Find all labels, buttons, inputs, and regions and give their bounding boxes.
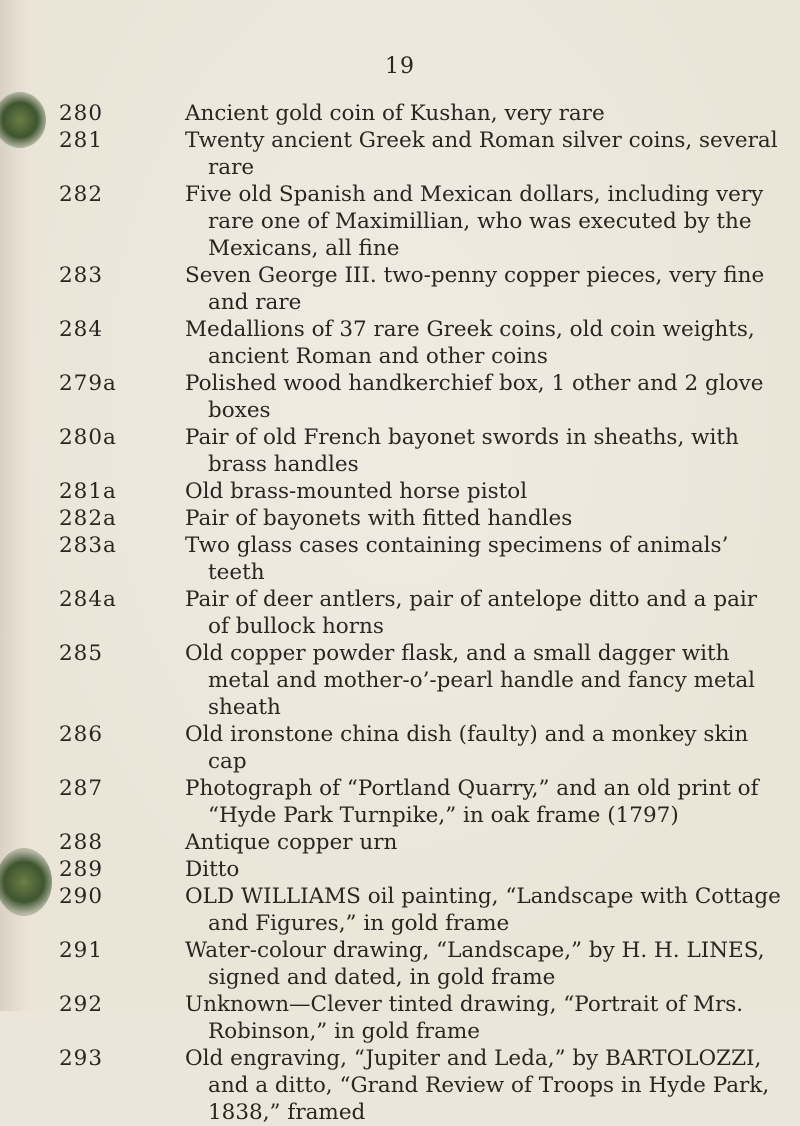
lot-description: Old engraving, “Jupiter and Leda,” by BARTOLOZZI, and a ditto, “Grand Review of Troops in Hyde Park, 1838,” framed xyxy=(185,1046,770,1125)
lot-number: 279a xyxy=(59,371,117,396)
lot-description: Unknown—Clever tinted drawing, “Portrait of Mrs. Robinson,” in gold frame xyxy=(185,992,744,1044)
lot-entry xyxy=(59,829,783,856)
lot-description: Twenty ancient Greek and Roman silver coins, several rare xyxy=(185,128,778,180)
lot-number: 293 xyxy=(59,1046,104,1071)
lot-description: Seven George III. two-penny copper pieces, very fine and rare xyxy=(185,263,765,315)
lot-entry xyxy=(59,775,783,829)
lot-entry xyxy=(59,478,783,505)
lot-description: Medallions of 37 rare Greek coins, old coin weights, ancient Roman and other coins xyxy=(185,317,755,369)
lot-entry xyxy=(59,316,783,370)
lot-description: Water-colour drawing, “Landscape,” by H. H. LINES, signed and dated, in gold frame xyxy=(185,938,765,990)
lot-entry xyxy=(59,424,783,478)
lot-entry xyxy=(59,370,783,424)
lot-entry xyxy=(59,262,783,316)
lot-description: Old ironstone china dish (faulty) and a monkey skin cap xyxy=(185,722,749,774)
lot-entry xyxy=(59,856,783,883)
lot-number: 284a xyxy=(59,587,117,612)
lot-number: 289 xyxy=(59,857,104,882)
lot-description: Pair of deer antlers, pair of antelope ditto and a pair of bullock horns xyxy=(185,587,758,639)
lot-entry xyxy=(59,721,783,775)
lot-description: Photograph of “Portland Quarry,” and an old print of “Hyde Park Turnpike,” in oak frame (1797) xyxy=(185,776,759,828)
lot-number: 291 xyxy=(59,938,104,963)
lot-number: 280 xyxy=(59,101,104,126)
ink-stain-top xyxy=(0,92,46,148)
lot-number: 282a xyxy=(59,506,117,531)
lot-description: OLD WILLIAMS oil painting, “Landscape with Cottage and Figures,” in gold frame xyxy=(185,884,781,936)
lot-description: Ancient gold coin of Kushan, very rare xyxy=(185,101,605,126)
lot-number: 285 xyxy=(59,641,104,666)
lot-number: 290 xyxy=(59,884,104,909)
lot-entry xyxy=(59,991,783,1045)
lot-description: Pair of old French bayonet swords in sheaths, with brass handles xyxy=(185,425,739,477)
lot-number: 284 xyxy=(59,317,104,342)
ink-stain-bottom xyxy=(0,848,52,916)
lot-number: 281a xyxy=(59,479,117,504)
lot-number: 288 xyxy=(59,830,104,855)
lot-number: 286 xyxy=(59,722,104,747)
lot-description: Old copper powder flask, and a small dagger with metal and mother-o’-pearl handle and fancy metal sheath xyxy=(185,641,756,720)
lot-description: Polished wood handkerchief box, 1 other and 2 glove boxes xyxy=(185,371,764,423)
lot-entry xyxy=(59,532,783,586)
lot-number: 280a xyxy=(59,425,117,450)
lot-description: Ditto xyxy=(185,857,240,882)
lot-number: 281 xyxy=(59,128,104,153)
lot-number: 282 xyxy=(59,182,104,207)
lot-entry xyxy=(59,883,783,937)
lot-number: 292 xyxy=(59,992,104,1017)
lot-entry xyxy=(59,586,783,640)
lot-number: 287 xyxy=(59,776,104,801)
lot-description: Five old Spanish and Mexican dollars, including very rare one of Maximillian, who was executed by the Mexicans, all fine xyxy=(185,182,764,261)
lot-entry xyxy=(59,127,783,181)
lot-entry xyxy=(59,505,783,532)
lot-description: Antique copper urn xyxy=(185,830,398,855)
lot-entry xyxy=(59,181,783,262)
lot-description: Old brass-mounted horse pistol xyxy=(185,479,528,504)
lot-description: Two glass cases containing specimens of animals’ teeth xyxy=(185,533,729,585)
lot-description: Pair of bayonets with fitted handles xyxy=(185,506,573,531)
page-number: 19 xyxy=(385,54,415,79)
lot-entry xyxy=(59,1045,783,1126)
lot-number: 283a xyxy=(59,533,117,558)
lot-entry xyxy=(59,640,783,721)
lot-entry xyxy=(59,100,783,127)
lot-number: 283 xyxy=(59,263,104,288)
lot-entry xyxy=(59,937,783,991)
